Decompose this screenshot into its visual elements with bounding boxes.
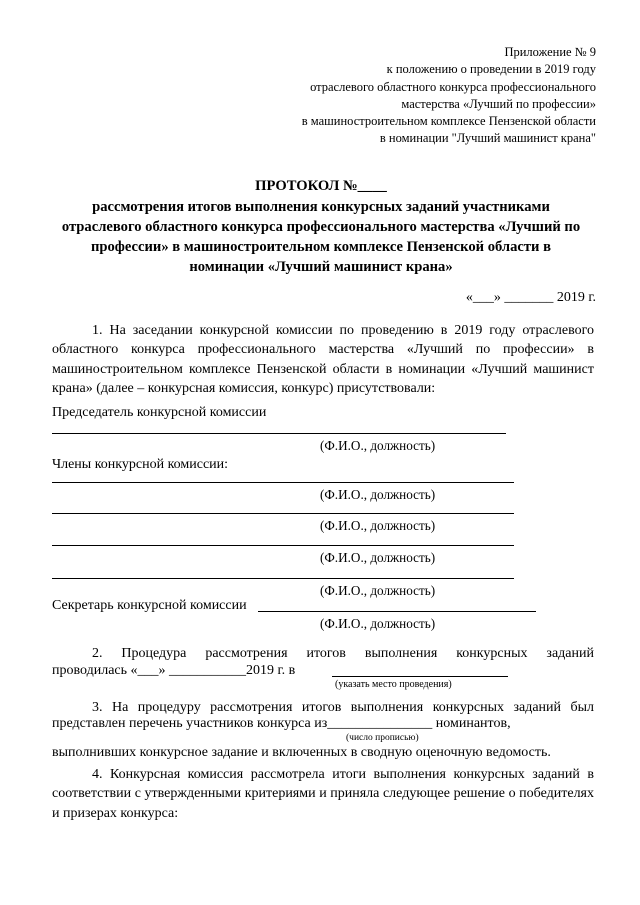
place-fill-line: [332, 676, 508, 677]
fio-hint: (Ф.И.О., должность): [320, 518, 436, 533]
member-fill-line: [52, 482, 514, 483]
paragraph-1: 1. На заседании конкурсной комиссии по проведению в 2019 году отраслевого областного конкурса профессионального мастерства «Лучший по профессии» в машиностроительном комплексе Пензенской области в номинации «Лучший машинист крана» (далее – конкурсная комиссия, конкурс) присутствовали:: [52, 323, 594, 397]
fio-hint: (Ф.И.О., должность): [320, 583, 436, 598]
fio-hint: (Ф.И.О., должность): [320, 616, 436, 631]
paragraph-3-line-2: представлен перечень участников конкурса из_______________ номинантов,: [52, 716, 511, 731]
appendix-line: к положению о проведении в 2019 году: [386, 62, 596, 77]
member-fill-line: [52, 578, 514, 579]
fio-hint: (Ф.И.О., должность): [320, 487, 436, 502]
appendix-line: в номинации "Лучший машинист крана": [379, 131, 596, 146]
appendix-line: в машиностроительном комплексе Пензенской области: [301, 114, 596, 129]
paragraph-2-line-2: [52, 663, 295, 679]
count-hint: (число прописью): [346, 733, 419, 743]
place-hint: (указать место проведения): [335, 679, 452, 690]
protocol-subtitle: рассмотрения итогов выполнения конкурсных заданий участниками отраслевого областного конкурса профессионального мастерства «Лучший по профессии» в машиностроительном комплексе Пензенской области в номинации «Лучший машинист крана»: [61, 199, 581, 275]
member-fill-line: [52, 545, 514, 546]
appendix-line: отраслевого областного конкурса профессионального: [310, 79, 596, 94]
appendix-line: мастерства «Лучший по профессии»: [401, 96, 596, 111]
fio-hint: (Ф.И.О., должность): [320, 438, 436, 453]
paragraph-3-line-3: выполнивших конкурсное задание и включенных в сводную оценочную ведомость.: [52, 745, 551, 760]
paragraph-3-line-1: 3. На процедуру рассмотрения итогов выполнения конкурсных заданий был: [92, 700, 594, 715]
paragraph-2-line-1: 2. Процедура рассмотрения итогов выполнения конкурсных заданий: [92, 646, 594, 661]
chairman-label: Председатель конкурсной комиссии: [52, 405, 267, 420]
secretary-fill-line: [258, 611, 536, 612]
secretary-label: Секретарь конкурсной комиссии: [52, 598, 247, 613]
document-title: [56, 176, 586, 277]
member-fill-line: [52, 513, 514, 514]
appendix-line: Приложение № 9: [504, 45, 596, 59]
chairman-fill-line: [52, 433, 506, 434]
paragraph-2-text: проводилась «___» ___________2019 г. в: [52, 663, 296, 678]
protocol-date: «___» _______ 2019 г.: [465, 290, 596, 305]
fio-hint: (Ф.И.О., должность): [320, 550, 436, 565]
appendix-header: [196, 44, 596, 148]
paragraph-4: 4. Конкурсная комиссия рассмотрела итоги выполнения конкурсных заданий в соответствии с утвержденными критериями и приняла следующее решение о победителях и призерах конкурса:: [52, 767, 594, 821]
members-label: Члены конкурсной комиссии:: [52, 457, 229, 472]
protocol-number: ПРОТОКОЛ №____: [255, 178, 387, 194]
